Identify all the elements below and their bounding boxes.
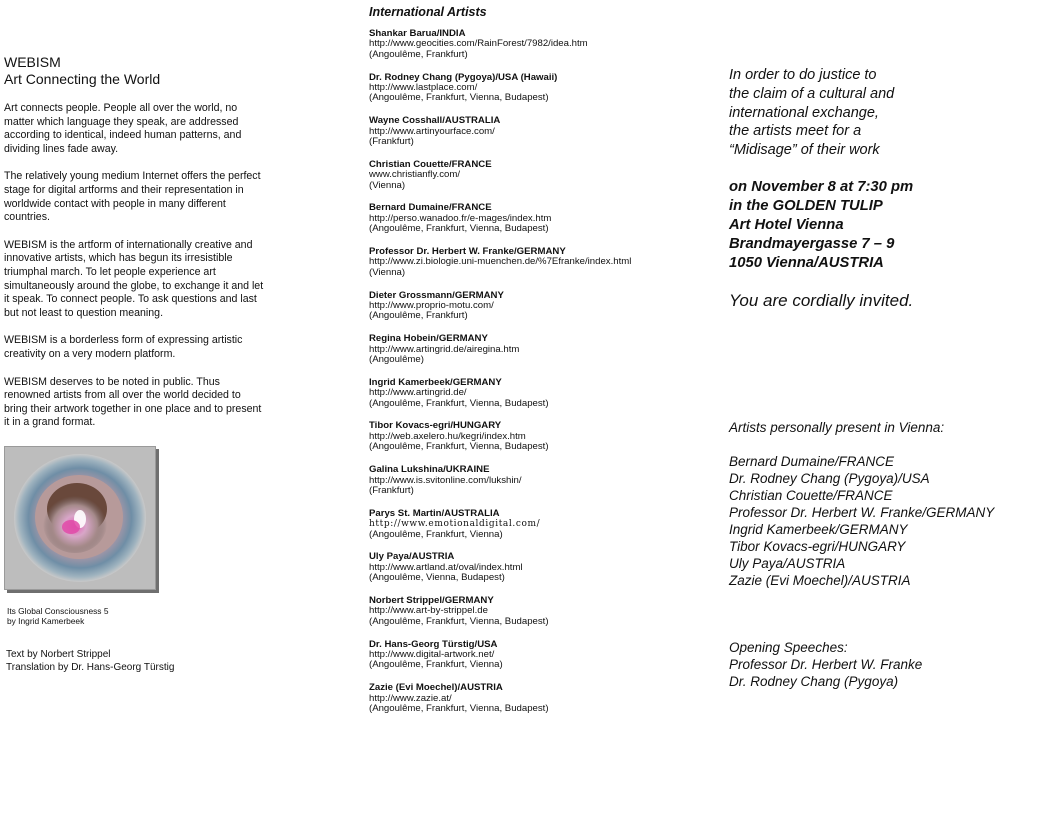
- credit-author: Text by Norbert Strippel: [6, 648, 111, 660]
- artist-cities: (Frankfurt): [369, 484, 414, 496]
- artist-entry: [369, 640, 709, 671]
- artist-entry: [369, 465, 709, 496]
- document-subtitle: Art Connecting the World: [4, 71, 161, 87]
- intro-paragraph-5: WEBISM deserves to be noted in public. Thus renowned artists from all over the world decided to bring their artwork together in one place and to present it in a grand format.: [4, 375, 262, 429]
- invitation-line: the artists meet for a: [729, 123, 862, 140]
- artist-entry: [369, 421, 709, 452]
- invitation-intro: [729, 66, 1049, 160]
- present-artist: Bernard Dumaine/FRANCE: [729, 453, 895, 469]
- artist-name: Norbert Strippel/GERMANY: [369, 594, 494, 606]
- artist-name: Galina Lukshina/UKRAINE: [369, 464, 490, 476]
- cordial-invitation: You are cordially invited.: [729, 290, 914, 310]
- invitation-line: the claim of a cultural and: [729, 85, 895, 102]
- intro-paragraph-3: WEBISM is the artform of internationally creative and innovative artists, which has begun its irresistible triumphal march. To let people experience art simultaneously around the globe, to exchange it and let it speak. To connect people. To ask questions and last but not least to question meaning.: [4, 238, 264, 319]
- speaker: Professor Dr. Herbert W. Franke: [729, 656, 923, 672]
- event-street: Brandmayergasse 7 – 9: [729, 235, 895, 252]
- artwork-picture: [5, 447, 155, 589]
- artist-url[interactable]: http://www.geocities.com/RainForest/7982/idea.htm: [369, 38, 588, 50]
- intro-column: [4, 54, 266, 674]
- artist-name: Dr. Rodney Chang (Pygoya)/USA (Hawaii): [369, 71, 558, 83]
- artwork-image: [4, 446, 156, 590]
- intro-paragraph-1: Art connects people. People all over the world, no matter which language they speak, are addressed according to identical, indeed human patterns, and dividing lines fade away.: [4, 102, 242, 155]
- event-details: [729, 178, 1049, 273]
- artist-entry: [369, 334, 709, 365]
- speaker: Dr. Rodney Chang (Pygoya): [729, 673, 899, 689]
- present-artist: Professor Dr. Herbert W. Franke/GERMANY: [729, 504, 995, 520]
- artist-entry: [369, 73, 709, 104]
- present-artist: Ingrid Kamerbeek/GERMANY: [729, 521, 908, 537]
- intro-paragraph-4: WEBISM is a borderless form of expressing artistic creativity on a very modern platform.: [4, 334, 243, 360]
- artist-name: Bernard Dumaine/FRANCE: [369, 202, 492, 214]
- artist-name: Parys St. Martin/AUSTRALIA: [369, 507, 500, 519]
- event-venue: in the GOLDEN TULIP: [729, 197, 883, 214]
- artist-entry: [369, 291, 709, 322]
- artist-name: Professor Dr. Herbert W. Franke/GERMANY: [369, 246, 566, 258]
- present-artist: Zazie (Evi Moechel)/AUSTRIA: [729, 572, 911, 588]
- present-artists-list: [729, 453, 1049, 589]
- present-artist: Uly Paya/AUSTRIA: [729, 555, 846, 571]
- event-date: on November 8 at 7:30 pm: [729, 178, 914, 195]
- invitation-column: [729, 66, 1049, 690]
- caption-title: Its Global Consciousness 5: [7, 605, 109, 616]
- present-artist: Dr. Rodney Chang (Pygoya)/USA: [729, 470, 930, 486]
- artist-url[interactable]: http://www.art-by-strippel.de: [369, 605, 488, 617]
- artist-entry: [369, 29, 709, 60]
- artist-url[interactable]: http://perso.wanadoo.fr/e-mages/index.htm: [369, 212, 552, 224]
- artist-entry: [369, 378, 709, 409]
- caption-artist: by Ingrid Kamerbeek: [7, 616, 85, 627]
- document-title: WEBISM: [4, 54, 61, 70]
- artist-entry: [369, 552, 709, 583]
- credit-translator: Translation by Dr. Hans-Georg Türstig: [6, 661, 175, 673]
- artist-cities: (Vienna): [369, 179, 406, 191]
- artist-cities: (Angoulême, Frankfurt, Vienna, Budapest): [369, 702, 549, 714]
- artist-cities: (Angoulême): [369, 354, 424, 366]
- artist-cities: (Angoulême, Frankfurt, Vienna): [369, 528, 503, 540]
- present-artist: Tibor Kovacs-egri/HUNGARY: [729, 538, 906, 554]
- artist-cities: (Angoulême, Frankfurt, Vienna, Budapest): [369, 397, 549, 409]
- artist-url[interactable]: http://www.emotionaldigital.com/: [369, 519, 541, 530]
- artist-cities: (Angoulême, Vienna, Budapest): [369, 572, 505, 584]
- artist-url[interactable]: http://web.axelero.hu/kegri/index.htm: [369, 430, 526, 442]
- artist-entry: [369, 509, 709, 540]
- artist-cities: (Angoulême, Frankfurt, Vienna, Budapest): [369, 92, 549, 104]
- artist-entry: [369, 160, 709, 191]
- invitation-line: In order to do justice to: [729, 67, 877, 83]
- artist-url[interactable]: http://www.digital-artwork.net/: [369, 648, 495, 660]
- artist-name: Dr. Hans-Georg Türstig/USA: [369, 638, 498, 650]
- invitation-line: “Midisage” of their work: [729, 142, 880, 159]
- artist-cities: (Angoulême, Frankfurt, Vienna): [369, 659, 503, 671]
- artist-cities: (Frankfurt): [369, 136, 414, 148]
- artist-name: Dieter Grossmann/GERMANY: [369, 289, 504, 301]
- artist-entry: [369, 247, 709, 278]
- artist-url[interactable]: http://www.zazie.at/: [369, 692, 452, 704]
- artist-cities: (Vienna): [369, 266, 406, 278]
- artist-cities: (Angoulême, Frankfurt, Vienna, Budapest): [369, 441, 549, 453]
- opening-speeches-title: Opening Speeches:: [729, 639, 848, 655]
- present-artists-title: Artists personally present in Vienna:: [729, 419, 945, 435]
- artist-url[interactable]: http://www.artland.at/oval/index.html: [369, 561, 523, 573]
- artist-entry: [369, 116, 709, 147]
- artist-url[interactable]: http://www.is.svitonline.com/lukshin/: [369, 474, 522, 486]
- artist-cities: (Angoulême, Frankfurt, Vienna, Budapest): [369, 615, 549, 627]
- artists-column: [369, 4, 709, 727]
- artist-cities: (Angoulême, Frankfurt): [369, 310, 468, 322]
- artist-url[interactable]: http://www.artingrid.de/airegina.htm: [369, 343, 520, 355]
- artist-name: Uly Paya/AUSTRIA: [369, 551, 455, 563]
- event-city: 1050 Vienna/AUSTRIA: [729, 254, 884, 271]
- artist-url[interactable]: http://www.zi.biologie.uni-muenchen.de/%7Efranke/index.html: [369, 256, 632, 268]
- speakers-list: [729, 656, 1049, 690]
- invitation-line: international exchange,: [729, 104, 879, 121]
- artist-name: Christian Couette/FRANCE: [369, 158, 492, 170]
- artist-url[interactable]: http://www.artingrid.de/: [369, 387, 467, 399]
- credits: [6, 648, 266, 674]
- artist-url[interactable]: www.christianfly.com/: [369, 169, 460, 181]
- artist-entry: [369, 203, 709, 234]
- artist-entry: [369, 683, 709, 714]
- artists-section-title: International Artists: [369, 5, 487, 19]
- artist-name: Zazie (Evi Moechel)/AUSTRIA: [369, 682, 503, 694]
- artist-entry: [369, 596, 709, 627]
- artist-name: Tibor Kovacs-egri/HUNGARY: [369, 420, 502, 432]
- artist-name: Ingrid Kamerbeek/GERMANY: [369, 376, 502, 388]
- artist-cities: (Angoulême, Frankfurt): [369, 48, 468, 60]
- artist-name: Wayne Cosshall/AUSTRALIA: [369, 115, 501, 127]
- artist-cities: (Angoulême, Frankfurt, Vienna, Budapest): [369, 223, 549, 235]
- artwork-caption: [7, 606, 266, 627]
- artist-url[interactable]: http://www.artinyourface.com/: [369, 125, 495, 137]
- intro-paragraph-2: The relatively young medium Internet offers the perfect stage for digital artforms and their representation in worldwide contact with people in many different countries.: [4, 170, 261, 224]
- event-venue-name: Art Hotel Vienna: [729, 216, 844, 233]
- artist-name: Shankar Barua/INDIA: [369, 28, 466, 39]
- artist-name: Regina Hobein/GERMANY: [369, 333, 488, 345]
- artist-url[interactable]: http://www.lastplace.com/: [369, 82, 478, 94]
- present-artist: Christian Couette/FRANCE: [729, 487, 893, 503]
- artist-url[interactable]: http://www.proprio-motu.com/: [369, 300, 494, 312]
